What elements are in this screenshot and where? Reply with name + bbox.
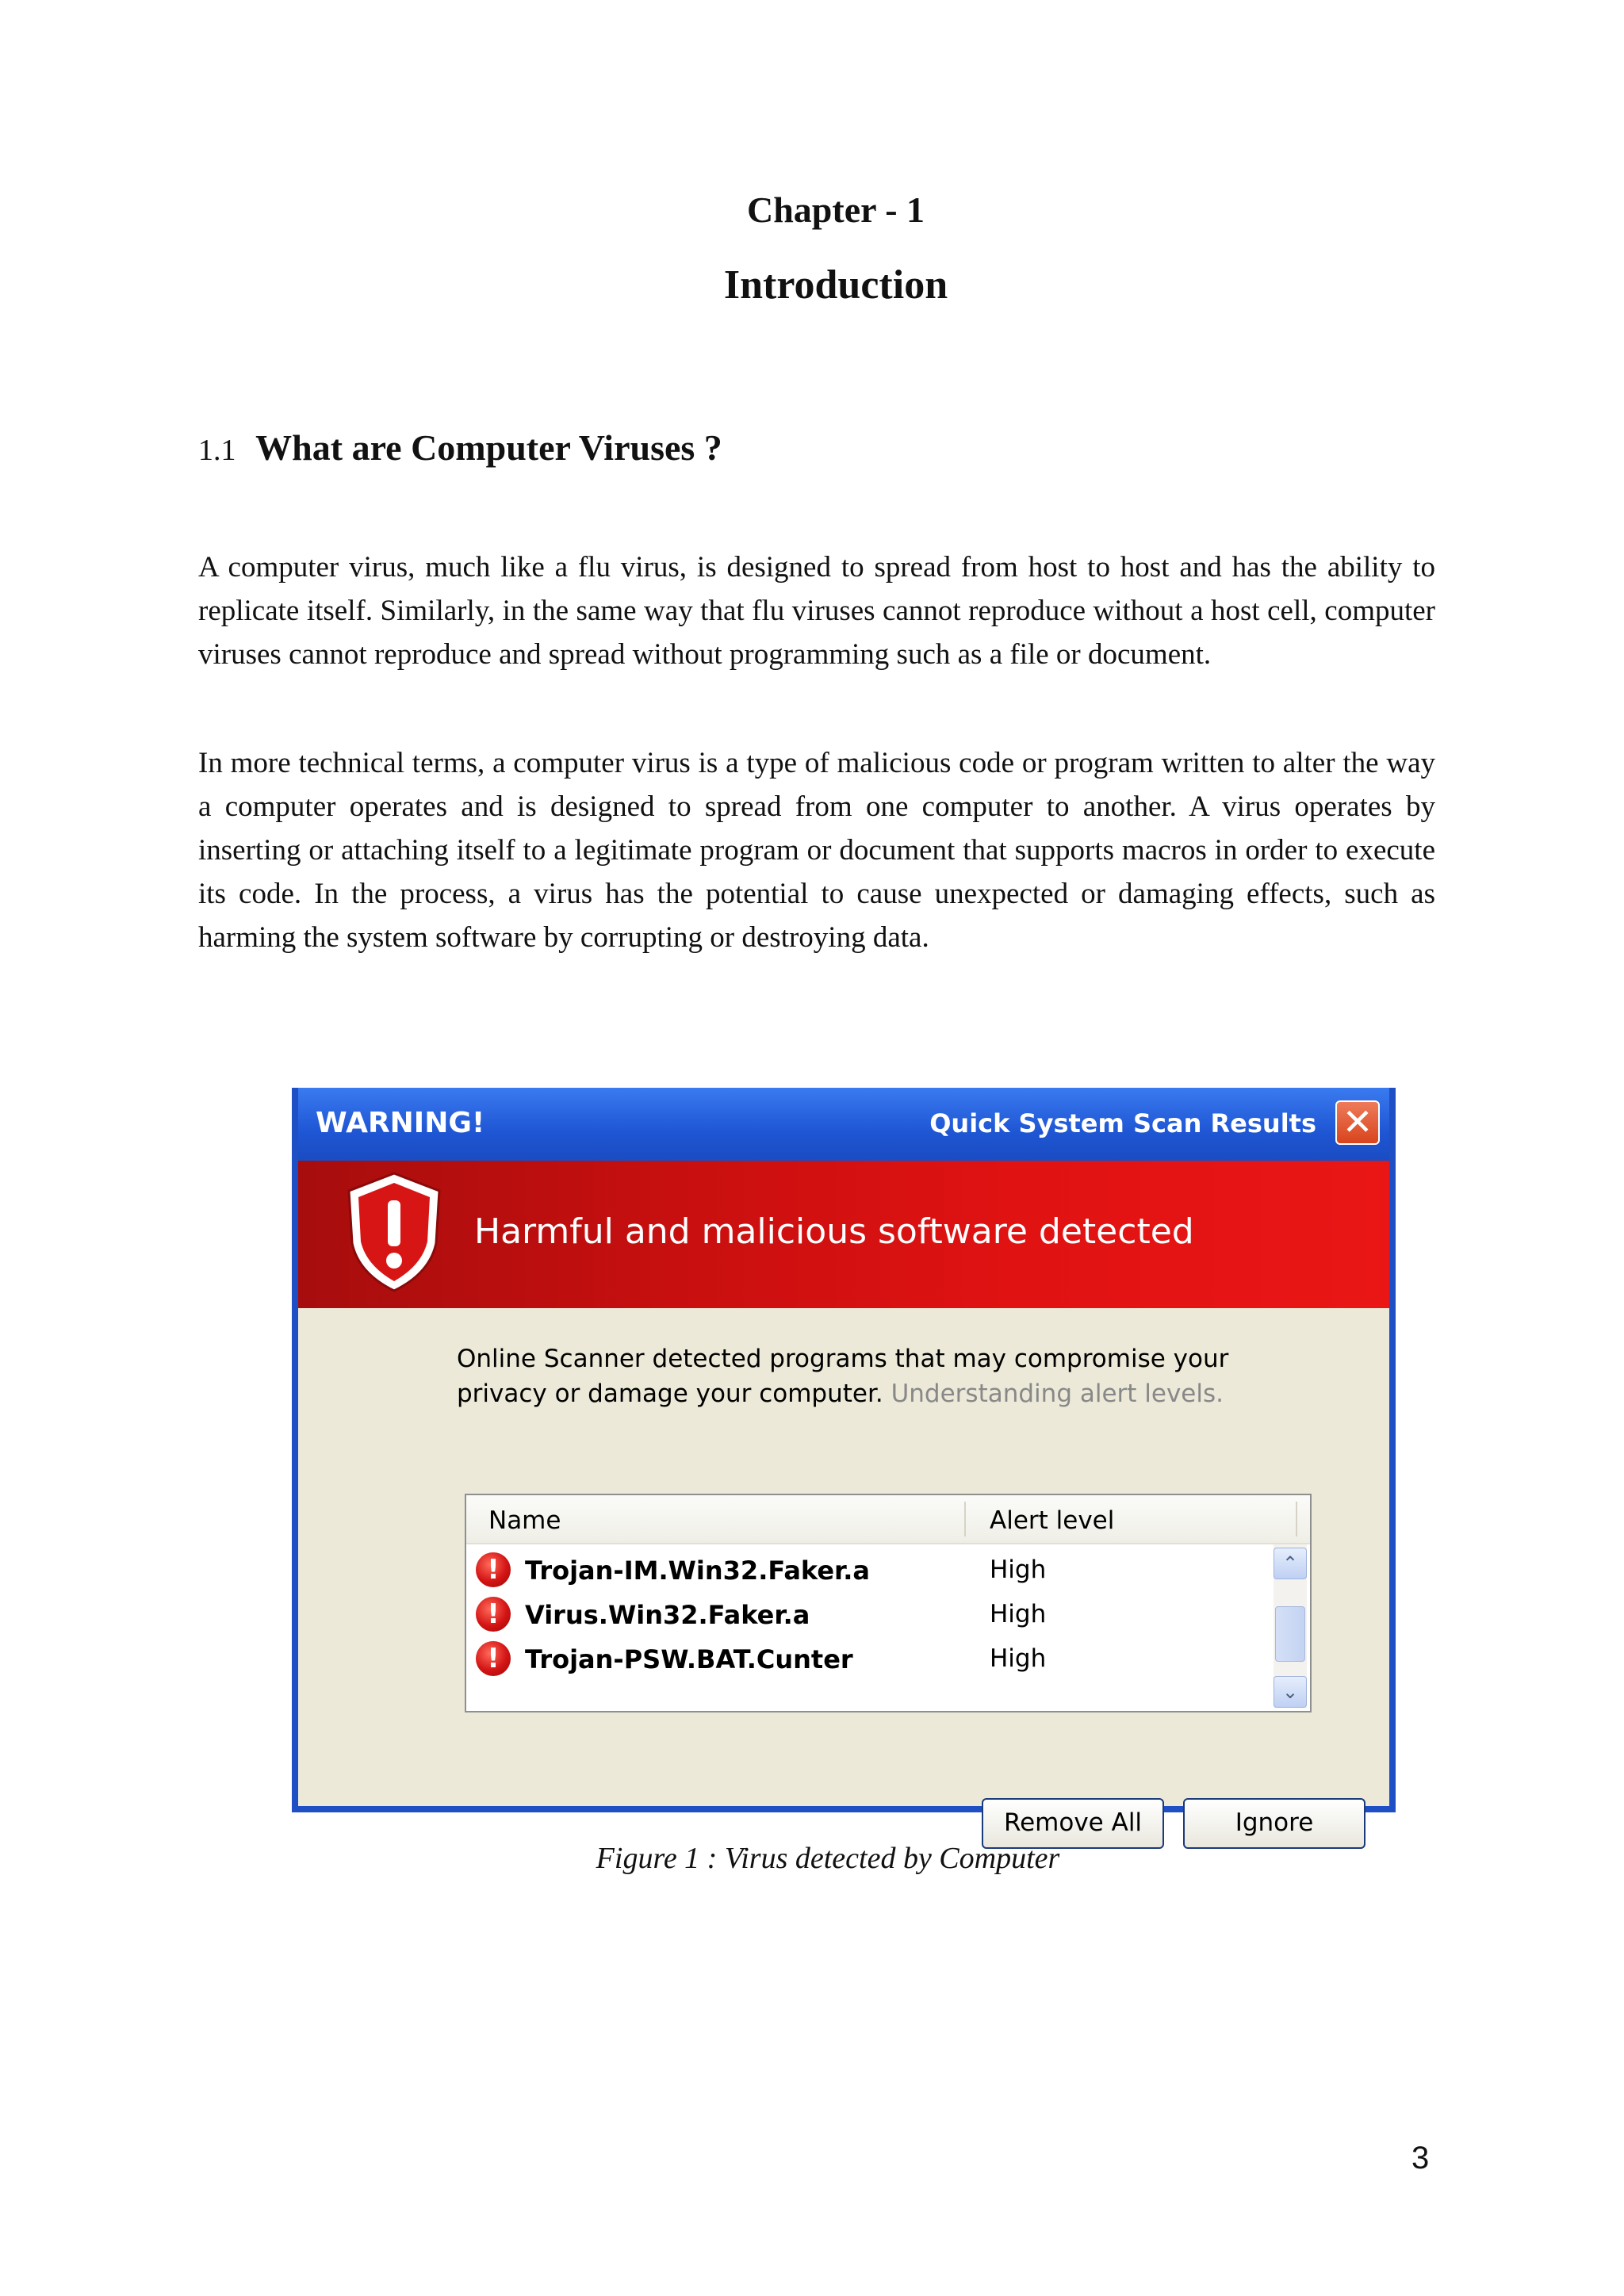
threat-name: Trojan-PSW.BAT.Cunter — [525, 1644, 853, 1674]
alert-circle-icon: ! — [476, 1641, 511, 1676]
chapter-label: Chapter - 1 — [746, 189, 925, 230]
threat-level: High — [990, 1644, 1047, 1673]
paragraph-1: A computer virus, much like a flu virus, is designed to spread from host to host and has the ability to replicate itself. Similarly, in the same way that flu viruses cannot reproduce without a host cell, computer viruses cannot reproduce and spread without programming such as a file or document. — [198, 551, 1435, 671]
warning-dialog-screenshot — [292, 1088, 1396, 1837]
shield-alert-icon — [343, 1170, 446, 1294]
dialog-client-area — [298, 1161, 1389, 1837]
section-number: 1.1 — [198, 434, 236, 467]
close-icon[interactable]: ✕ — [1335, 1100, 1380, 1145]
paragraph-2: In more technical terms, a computer virus is a type of malicious code or program written to alter the way a computer operates and is designed to spread from one computer to another. A virus operates by inserting or attaching itself to a legitimate program or document that supports macros in order to execute its code. In the process, a virus has the potential to cause unexpected or damaging effects, such as harming the system software by corrupting or destroying data. — [198, 747, 1435, 954]
threat-list-header — [466, 1495, 1310, 1544]
page-number: 3 — [1411, 2141, 1430, 2175]
dialog-title-scan-results: Quick System Scan Results — [929, 1108, 1316, 1138]
description-text: Online Scanner detected programs that may compromise your privacy or damage your computer. — [457, 1345, 1229, 1408]
scan-description — [457, 1341, 1289, 1411]
threat-list — [465, 1494, 1312, 1712]
threat-row[interactable] — [476, 1638, 1269, 1679]
column-divider — [964, 1502, 966, 1536]
column-header-name[interactable]: Name — [488, 1506, 561, 1535]
alert-circle-icon: ! — [476, 1552, 511, 1587]
column-divider — [1296, 1502, 1297, 1536]
threat-level: High — [990, 1600, 1047, 1628]
banner-text: Harmful and malicious software detected — [474, 1211, 1194, 1252]
alert-banner — [298, 1161, 1389, 1308]
remove-all-button[interactable]: Remove All — [982, 1798, 1164, 1849]
column-header-alert-level[interactable]: Alert level — [990, 1506, 1115, 1535]
scroll-up-icon[interactable]: ⌃ — [1274, 1548, 1307, 1579]
threat-list-scrollbar[interactable] — [1274, 1544, 1307, 1708]
figure-caption: Figure 1 : Virus detected by Computer — [596, 1842, 1060, 1875]
threat-level: High — [990, 1556, 1047, 1584]
chapter-title: Introduction — [723, 262, 948, 308]
dialog-title-warning: WARNING! — [316, 1107, 485, 1139]
section-title: What are Computer Viruses ? — [255, 427, 722, 468]
dialog-titlebar — [298, 1088, 1389, 1161]
scroll-down-icon[interactable]: ⌄ — [1274, 1676, 1307, 1708]
alert-levels-link[interactable]: Understanding alert levels. — [891, 1380, 1224, 1408]
threat-name: Virus.Win32.Faker.a — [525, 1600, 810, 1630]
threat-row[interactable] — [476, 1549, 1269, 1590]
ignore-button[interactable]: Ignore — [1183, 1798, 1365, 1849]
scrollbar-thumb[interactable] — [1275, 1606, 1305, 1662]
section-heading — [198, 427, 722, 469]
alert-circle-icon: ! — [476, 1597, 511, 1632]
threat-row[interactable] — [476, 1594, 1269, 1635]
threat-name: Trojan-IM.Win32.Faker.a — [525, 1556, 871, 1586]
